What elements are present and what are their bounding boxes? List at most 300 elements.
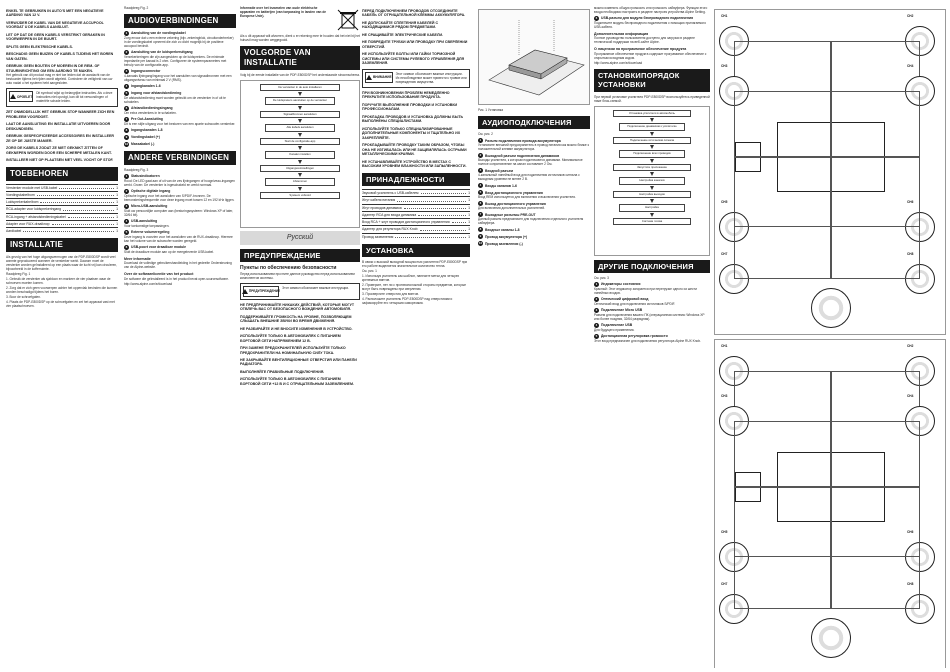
item-text: Этот вход предназначен для подключения регулятора Alpine RUX Knob. (594, 339, 701, 344)
flow-step: Запустите приложение (613, 164, 691, 171)
connection-item (478, 234, 590, 239)
opgelet-box (6, 88, 118, 107)
install-step-text: Расположите усилитель PDP-E800DSP над отверстиями и зафиксируйте его четырьмя саморезами. (362, 297, 453, 306)
install-step-text: Используя усилитель как шаблон, нанесите метки для четырех крепежных винтов. (362, 274, 460, 283)
accessory-row (6, 213, 118, 220)
item-number: 8 (125, 127, 128, 132)
item-text: Для включения дополнительных усилителей. (478, 206, 546, 211)
accessory-qty: 1 (116, 229, 118, 234)
item-number: 4 (595, 322, 598, 327)
leader-dots (68, 215, 114, 218)
flow-step: Afstemmen (265, 178, 334, 185)
install-step: 4. Расположите усилитель PDP-E800DSP над отверстиями и зафиксируйте его четырьмя саморезами. (362, 297, 453, 306)
warning-text-ru: Этот символ обозначает важные инструкции. (282, 285, 350, 290)
channel-label: CH7 (721, 582, 728, 586)
item-number: 1 (595, 281, 598, 286)
accessory-row (362, 189, 470, 196)
accessory-qty: 1 (116, 192, 118, 197)
leader-dots (37, 193, 114, 196)
item-heading: USB-разъем для модуля беспроводного подключения (601, 16, 694, 21)
item-text: 4-kanaals lijningang/ingang voor het aansluiten van signaalbronnen met een uitgangsniveau van minimaal 2 V (RMS). (124, 74, 232, 82)
item-heading: Оптический цифровой вход (601, 297, 649, 302)
warning-heading: BESCHADIG GEEN BUIZEN OF KABELS TIJDENS HET BOREN VAN GATEN. (6, 52, 114, 61)
column-ru-warnings (362, 6, 470, 668)
item-number: 5 (595, 333, 598, 338)
item-text: Подключите модуль беспроводного подключения с помощью прилагаемого USB-кабеля. (594, 21, 706, 29)
channel-label: CH6 (907, 530, 914, 534)
accessory-row (362, 233, 470, 240)
amplifier-mount-illustration (479, 10, 589, 102)
recycle-text: Als u dit apparaat wilt afvoeren, dient u er rekening mee te houden dat het niet bij het huisvuil mag worden weggegooid. (240, 34, 360, 42)
flow-step: Start de configuratie-app (260, 138, 341, 145)
flow-step: Настройка (619, 204, 686, 211)
item-heading: Подключение USB (601, 323, 633, 328)
warning-heading: GEBRUIK GEEN BOUTEN OF MOEREN IN DE REM- OF STUURINRICHTING OM EEN AARDING TE MAKEN. (6, 64, 100, 73)
item-text: Красный: Этот индикатор загорается при перегрузке одного из шести линейных входов. (594, 287, 697, 296)
more-info-text: Download de volledige gebruikershandleiding in het gedeelte Ondersteuning van de Alpine-website. (124, 261, 232, 270)
install-step: 1. Используя усилитель как шаблон, нанесите метки для четырех крепежных винтов. (362, 274, 460, 283)
accessory-name: Жгут кабеля питания (362, 198, 396, 203)
flow-arrow-icon (650, 159, 654, 163)
channel-label: CH1 (721, 14, 728, 18)
item-heading: Выходной разъем подключения динамиков (485, 153, 560, 158)
license-text: Программное обеспечение продукта содержит программное обеспечение с открытым исходным кодом. (594, 51, 707, 60)
warning-heading: SPLITS GEEN ELEKTRISCHE KABELS. (6, 44, 73, 49)
warning-heading: НЕ ЗАКРЫВАЙТЕ ВЕНТИЛЯЦИОННЫЕ ОТВЕРСТИЯ ИЛИ ПАНЕЛИ РАДИАТОРА. (240, 357, 357, 367)
warning-heading: ПРОКЛАДКА ПРОВОДОВ И УСТАНОВКА ДОЛЖНЫ БЫТЬ ВЫПОЛНЕНЫ СПЕЦИАЛИСТАМИ. (362, 114, 464, 124)
column-audio-ru (478, 6, 590, 668)
item-heading: Statusindicatoren (131, 174, 160, 179)
warning-heading: ZORG DE KABELS ZODAT ZE NIET GEKNIKT ZITTEN OF GEKNEPEN WORDEN DOOR EEN SCHERPE METALEN KANT. (6, 146, 112, 155)
download-url[interactable]: http://www.alpine.com/e/download (124, 281, 173, 286)
flow-step: Uitgangscoinstellingen (260, 165, 341, 172)
warning-heading: НЕ ПРЕДПРИНИМАЙТЕ НИКАКИХ ДЕЙСТВИЙ, КОТОРЫЕ МОГУТ ОТВЛЕЧЬ ВАС ОТ БЕЗОПАСНОГО ВОЖДЕНИЯ АВТОМОБИЛЯ. (240, 302, 355, 312)
item-number: 3 (479, 168, 482, 172)
item-text: Deze ingang is voorzien voor het aansluiten van de RUX-draaiknop. Hiermee kan het volume van de subwoofer worden geregeld. (124, 235, 233, 243)
item-heading: Выходные разъемы PRE-OUT (485, 212, 536, 217)
flow-step: Настройка выходов (613, 191, 691, 198)
caution-badge: OPGELET (9, 91, 33, 102)
item-number: 7 (479, 212, 482, 216)
accessory-name: Luidsprekerkabelbom (6, 200, 39, 205)
flow-step: De versterker in de auto installeren (260, 84, 341, 91)
warning-heading: ПЕРЕД ПОДКЛЮЧЕНИЕМ ПРОВОДОВ ОТСОЕДИНИТЕ КАБЕЛЬ ОТ ОТРИЦАТЕЛЬНОЙ КЛЕММЫ АККУМУЛЯТОРА. (362, 9, 466, 18)
install-step: 2. Проверьте, нет ли с противоположной стороны предметов, которые могут быть повреждены при сверлении. (362, 283, 467, 292)
install-step-text: Проверьте, нет ли с противоположной стороны предметов, которые могут быть повреждены при сверлении. (362, 283, 467, 292)
warning-heading: ИСПОЛЬЗУЙТЕ ТОЛЬКО В АВТОМОБИЛЯХ С ПИТАНИЕМ БОРТОВОЙ СЕТИ НАПРЯЖЕНИЕМ 12 В. (240, 334, 341, 343)
speaker-wire (831, 157, 920, 279)
item-number: 1 (479, 138, 482, 142)
section-title-install-ru: УСТАНОВКА (362, 244, 470, 257)
leader-dots (404, 206, 466, 209)
item-number: 6 (125, 244, 128, 249)
safety-text-ru: Перед использованием прочтите данное руководство перед использованием компонентов системы. (240, 271, 355, 280)
item-heading: Aansluiting van de luidsprekeruitgang (131, 50, 193, 55)
accessory-qty: 1 (116, 200, 118, 205)
item-number: 3 (595, 307, 598, 312)
flow-arrow-icon (650, 132, 654, 136)
attention-box-ru (362, 69, 470, 88)
flow-step: Система готова (613, 218, 691, 225)
download-url-ru[interactable]: http://www.alpine.com/e/download (594, 60, 643, 65)
item-text: Sluit de draadloze module aan op de meegeleverde USB-kabel. (124, 250, 215, 254)
connection-item (478, 241, 590, 246)
connection-item (478, 227, 590, 232)
speaker-wire (734, 421, 831, 487)
item-number: 3 (125, 203, 128, 208)
warning-triangle-icon (366, 75, 372, 80)
flow-step: Systeem voltooid (260, 192, 341, 199)
more-info-title: Meer informatie (124, 257, 151, 261)
warning-heading: НЕ СРАЩИВАЙТЕ ЭЛЕКТРИЧЕСКИЕ КАБЕЛИ. (362, 32, 444, 37)
speaker-wire (831, 421, 920, 487)
item-heading: Micro-USB-aansluiting (131, 204, 168, 209)
item-text: Sluit uw persoonlijke computer aan (besturingssysteem: Windows XP of later, 32/64 bit). (124, 209, 234, 217)
warning-box-ru (240, 283, 360, 300)
accessory-row (6, 227, 118, 234)
item-heading: Разъем подключения провода аккумулятора (485, 138, 561, 143)
item-text: Optische ingang voor het aansluiten van S/PDIF-bronnen. De bemonsteringsfrequentie voor deze ingang moet tussen 12 en 192 kHz liggen. (124, 194, 235, 202)
warning-triangle-icon (10, 94, 16, 99)
flow-arrow-icon (298, 106, 302, 110)
channel-label: CH4 (907, 394, 914, 398)
item-heading: Вход дистанционного управления (485, 190, 543, 195)
extra-info-title: Дополнительная информация (594, 32, 649, 36)
leader-dots (52, 222, 115, 225)
volgorde-subtitle: Volg bij de eerste installatie van de PDP-E800DSP het onderstaande stroomschema. (240, 73, 360, 77)
item-text: Оптический вход для подключения источников S/PDIF. (594, 302, 676, 307)
install-step: 4. Plaats de PDP-E800DSP op de schroefgaten en zet het apparaat vast met vier plaatschroeven. (6, 300, 115, 309)
item-number: 2 (479, 153, 482, 157)
item-number: 3 (125, 68, 128, 73)
section-title-accessories-ru: ПРИНАДЛЕЖНОСТИ (362, 173, 470, 186)
item-number: 9 (479, 234, 482, 238)
flow-arrow-icon (650, 118, 654, 122)
install-step-text: Boor de schroefgaten. (9, 295, 41, 300)
item-number: 6 (479, 201, 482, 205)
recycle-heading: Informatie over het inzamelen van oude elektrische apparaten en batterijen (van toepassing in landen van de Europese Unie). (240, 6, 327, 18)
accessory-qty: 1 (468, 191, 470, 195)
install-step-text: Просверлите отверстия для винтов. (365, 292, 419, 297)
item-heading: USB-poort voor draadloze module (131, 245, 187, 250)
item-text: De afstandsbediening moet worden gebruikt om de versterker in of uit te schakelen. (124, 96, 226, 104)
opgelet-text: Dit symbool wijst op belangrijke instructies. Als u deze instructies niet opvolgt, kan dit tot verwondingen of materiële schade leiden. (36, 91, 113, 104)
accessory-name: Адаптер RCA для входа динамика (362, 212, 417, 217)
item-heading: Ingangkanalen 1-6 (131, 84, 161, 89)
item-heading: Индикаторы состояния (601, 282, 641, 287)
channel-label: CH3 (721, 394, 728, 398)
accessory-name: Провод заземления (362, 234, 394, 239)
item-heading: USB-aansluiting (131, 219, 158, 224)
fig-label-2: Raadpleeg Fig. 3 (124, 168, 149, 172)
connection-item (478, 183, 590, 188)
item-number: 5 (125, 90, 128, 95)
item-heading: Aansluiting van de voedingskabel (131, 31, 186, 36)
item-number: 4 (479, 183, 482, 187)
leader-dots (420, 227, 467, 230)
item-text: Разъем для подключения вашего ПК (операционная система: Windows XP или более поздняя, 32/64 разрядная). (594, 313, 705, 322)
item-heading: Подключение Micro USB (601, 308, 643, 313)
item-heading: Ingangsconnector (131, 69, 161, 74)
item-text: Voor toekomstige toepassingen. (124, 224, 170, 228)
warning-heading: НЕ УСТАНАВЛИВАЙТЕ УСТРОЙСТВО В МЕСТАХ С ВЫСОКИМ УРОВНЕМ ВЛАЖНОСТИ ИЛИ ЗАПЫЛЕННОСТИ. (362, 159, 467, 169)
install-step: 1. Gebruik de versterker als sjabloon en markeer de vier plaatsen waar de schroeven moeten komen. (6, 277, 111, 286)
channel-label: CH4 (907, 64, 914, 68)
item-heading: Voedingskabel (+) (131, 135, 160, 140)
channel-label: CH8 (907, 252, 914, 256)
item-number: 1 (125, 173, 128, 178)
connection-item (124, 128, 236, 133)
accessory-row (362, 225, 470, 232)
item-heading: Externe volumeregeling (131, 230, 170, 235)
item-text: Для будущего применения. (594, 328, 635, 333)
channel-label: CH2 (907, 14, 914, 18)
wiring-diagrams (714, 6, 946, 668)
flow-arrow-icon (650, 199, 654, 203)
section-title-volgorde: VOLGORDE VAN INSTALLATIE (240, 46, 360, 70)
warning-heading: ПРИ ВОЗНИКНОВЕНИИ ПРОБЛЕМ НЕМЕДЛЕННО ПРЕКРАТИТЕ ИСПОЛЬЗОВАНИЕ ПРОДУКТА. (362, 90, 450, 100)
item-text: Rood: De LED gaat aan of uit van de zes lijningangen of hoogniveau-ingangen werkt. Groen: De versterker is ingeschakeld en werkt normaal. (124, 179, 235, 187)
accessory-qty: 1 (116, 207, 118, 212)
install-step: 3. Boor de schroefgaten. (6, 295, 41, 300)
flow-arrow-icon (298, 146, 302, 150)
leader-dots (59, 186, 114, 189)
speaker-wire (734, 91, 831, 157)
flow-arrow-icon (298, 160, 302, 164)
fig-label: Raadpleeg Fig. 1 (6, 272, 31, 277)
safety-subtitle-ru: Пункты по обеспечению безопасности (240, 265, 337, 272)
fig-label: Raadpleeg Fig. 2 (124, 6, 149, 10)
item-number: 5 (479, 190, 482, 194)
top-text: можно изменить общую громкость или громкость сабвуфера. Функции этого входа необходимо настроить в разделе настроек устройства Alpine Setting. (594, 6, 708, 14)
leader-dots (63, 207, 114, 210)
item-number: 10 (478, 241, 483, 245)
accessory-qty: 1 (116, 221, 118, 226)
accessory-qty: 1 (468, 198, 470, 203)
accessory-name: Voedingskabelbom (6, 192, 35, 197)
item-number: 6 (595, 15, 598, 20)
item-number: 4 (125, 83, 128, 88)
leader-dots (23, 229, 114, 232)
warning-triangle-icon (242, 289, 248, 294)
item-number: 7 (125, 116, 128, 121)
flow-arrow-icon (650, 145, 654, 149)
warning-heading: ПОРУЧИТЕ ВЫПОЛНЕНИЕ ПРОВОДКИ И УСТАНОВКИ ПРОФЕССИОНАЛАМ. (362, 102, 458, 112)
item-text: Zorg ervoor dat u een externe zekering (bijv. zekeringblok, circuitonderbreker) in de voedingskabel opneemt die zich zo dicht mogelijk bij de positieve accupool bevindt. (124, 36, 234, 48)
body-text: Het gebruik van dit product mag er niet toe leiden dat de aandacht van de bestuurder tijdens het rijden wordt afgeleid. Controleer de veiligheid van uw auto nadat u het systeem hebt aangesloten. (6, 73, 113, 86)
flow-arrow-icon (298, 173, 302, 177)
connection-item (124, 142, 236, 147)
section-title-andere-verbindingen: ANDERE VERBINDINGEN (124, 151, 236, 165)
channel-label: CH8 (907, 582, 914, 586)
item-heading: Optische digitale ingang (131, 189, 171, 194)
warning-heading: LET OP DAT DE GEEN KABELS VERSTRIKT GERAKEN IN VOORWERPEN IN DE BUURT. (6, 32, 105, 42)
warning-heading: НЕ ПОВРЕДИТЕ ТРУБКИ ИЛИ ПРОВОДКУ ПРИ СВЕРЛЕНИИ ОТВЕРСТИЙ. (362, 40, 468, 49)
warning-heading: INSTALLEER NIET OP PLAATSEN MET VEEL VOCHT OF STOF. (6, 158, 114, 163)
flow-step: Signaalbronnen aansluiten (260, 111, 341, 118)
flow-arrow-icon (650, 186, 654, 190)
channel-label: CH6 (907, 200, 914, 204)
accessory-row (6, 184, 118, 191)
flow-step: Подключение всех проводов (619, 150, 686, 157)
accessory-qty: 1 (468, 205, 470, 210)
warning-heading: ИСПОЛЬЗУЙТЕ ТОЛЬКО СПЕЦИАЛИЗИРОВАННЫЕ ДОПОЛНИТЕЛЬНЫЕ КОМПОНЕНТЫ И ТЩАТЕЛЬНО ИХ ЗАКРЕПЛЯЙТЕ. (362, 126, 461, 140)
warning-badge-ru: ПРЕДУПРЕЖДЕНИЕ (243, 286, 279, 297)
item-heading: Ingangskanalen 1-8 (131, 128, 163, 133)
item-number: 9 (125, 134, 128, 139)
install-step-text: Zorg dat er zich geen voorwerpen achter het oppervlak bevinden die kunnen worden beschadigd tijdens het boren. (6, 286, 118, 295)
item-number: 8 (479, 227, 482, 231)
warning-heading: НЕ ИСПОЛЬЗУЙТЕ БОЛТЫ ИЛИ ГАЙКИ ТОРМОЗНОЙ СИСТЕМЫ ИЛИ СИСТЕМЫ РУЛЕВОГО УПРАВЛЕНИЯ ДЛЯ ЗАЗЕМЛЕНИЯ. (362, 52, 465, 66)
channel-label: CH1 (721, 344, 728, 348)
warning-heading: ENKEL TE GEBRUIKEN IN AUTO'S MET EEN NEGATIEVE AARDING VAN 12 V. (6, 9, 104, 18)
channel-label: CH5 (721, 530, 728, 534)
item-text: Установите внешний предохранитель в провод питания как можно ближе к положительной клемме аккумулятора. (478, 143, 589, 152)
flow-arrow-icon (298, 92, 302, 96)
flow-step: Подключение источников сигнала (613, 137, 691, 144)
warning-heading: VERWIJDER DE KABEL VAN DE NEGATIEVE ACCUPOOL VOORDAT U DE KABELS AANSLUIT. (6, 20, 104, 30)
item-number: 2 (125, 49, 128, 54)
figure-caption: Рис. 1 Установка (478, 108, 503, 112)
accessory-row (362, 218, 470, 225)
warning-heading: ИСПОЛЬЗУЙТЕ ТОЛЬКО В АВТОМОБИЛЯХ С ПИТАНИЕМ БОРТОВОЙ СЕТИ +12 В И С ОТРИЦАТЕЛЬНЫМ ЗАЗЕМЛЕНИЕМ. (240, 377, 354, 386)
leader-dots (418, 213, 466, 216)
item-heading: Входной разъем (485, 168, 513, 173)
install-order-subtitle: При первой установке усилителя PDP-E800DSP воспользуйтесь приведенной ниже блок-схемой. (594, 94, 710, 103)
item-number: 10 (124, 141, 129, 146)
install-step: 3. Просверлите отверстия для винтов. (362, 292, 419, 297)
leader-dots (397, 198, 466, 201)
section-title-audio-ru: АУДИОПОДКЛЮЧЕНИЯ (478, 116, 590, 129)
item-number: 4 (125, 218, 128, 223)
extra-info-text: Полное руководство пользователя доступно для загрузки в разделе технической поддержки на веб-сайте Alpine. (594, 36, 695, 45)
flow-step: Alle kabels aansluiten (265, 124, 334, 131)
accessory-qty: 1 (116, 185, 118, 190)
item-heading: Входы каналов 1-6 (485, 183, 517, 188)
accessory-qty: 1 (468, 212, 470, 217)
warning-heading: ZET ONMIDDELLIJK HET GEBRUIK STOP WANNEER ZICH EEN PROBLEEM VOORDOET. (6, 110, 115, 119)
item-number: 2 (595, 296, 598, 301)
connection-item (124, 135, 236, 140)
item-heading: Afstandbedieningsingang (131, 106, 173, 111)
item-heading: Провод аккумулятора (+) (485, 234, 528, 239)
section-title-install-order-ru: СТАНОВКИПОРЯДОК УСТАНОВКИ (594, 69, 710, 92)
channel-label: CH3 (721, 64, 728, 68)
section-title-other-ru: ДРУГИЕ ПОДКЛЮЧЕНИЯ (594, 260, 710, 273)
accessory-row (6, 191, 118, 198)
fig-label-ru: См. рис. 1 (362, 269, 377, 274)
install-step: 2. Zorg dat er zich geen voorwerpen achter het oppervlak bevinden die kunnen worden beschadigd tijdens het boren. (6, 286, 118, 295)
install-text-ru: В связи с высокой выходной мощностью усилителя PDP-E800DSP при его работе выделяется значительное количество тепла. (362, 260, 468, 269)
attention-text: Этот символ обозначает важные инструкции. Их несоблюдение может привести к травме или повреждению имущества. (395, 71, 467, 84)
attention-badge: ВНИМАНИЕ (365, 72, 393, 83)
leader-dots (40, 200, 114, 203)
item-heading: Дистанционная регулировка громкости (601, 334, 668, 339)
item-text: Verzekerkeringen die zijn aangesloten op de luidsprekers. De minimale impedantie per kanaal is 2 ohm. Configureer de systeemparameters met behulp van de configuratie-app. (124, 55, 227, 67)
flow-arrow-icon (298, 187, 302, 191)
flow-step: Установка усилителя в автомобиль (613, 110, 691, 117)
section-title-toebehoren: TOEBEHOREN (6, 167, 118, 181)
channel-label: CH2 (907, 344, 914, 348)
accessory-name: Адаптер для регулятора RUX Knob (362, 227, 418, 232)
speaker-wire (831, 91, 920, 157)
install-step-text: Gebruik de versterker als sjabloon en markeer de vier plaatsen waar de schroeven moeten komen. (6, 277, 111, 286)
warning-heading: LAAT DE AANSLUITING EN INSTALLATIE UITVOEREN DOOR DESKUNDIGEN. (6, 122, 111, 131)
flow-step: Настройка каналов (619, 177, 686, 184)
flow-arrow-icon (298, 119, 302, 123)
software-license-title: Over de softwarelicentie van het product (124, 272, 194, 277)
accessory-qty: 1 (468, 227, 470, 232)
accessory-name: Versterker module met USB-kabel (6, 185, 58, 190)
channel-label: CH7 (721, 252, 728, 256)
item-heading: Pre Out-Aansluiting (131, 117, 163, 122)
accessory-row (6, 220, 118, 227)
item-number: 6 (125, 105, 128, 110)
column-dutch-safety (6, 6, 118, 668)
column-other-ru (594, 6, 710, 668)
warning-heading: ПОДДЕРЖИВАЙТЕ ГРОМКОСТЬ НА УРОВНЕ, ПОЗВОЛЯЮЩЕМ СЛЫШАТЬ ВНЕШНИЕ ЗВУКИ ВО ВРЕМЯ ДВИЖЕНИЯ. (240, 314, 352, 324)
accessory-name: Adapter voor RUX-draaiknop (6, 221, 50, 226)
accessory-row (6, 198, 118, 205)
language-banner-russian: Русский (240, 231, 360, 245)
warning-heading: НЕ РАЗБИРАЙТЕ И НЕ ВНОСИТЕ ИЗМЕНЕНИЯ В УСТРОЙСТВО. (240, 326, 353, 331)
accessory-row (362, 211, 470, 218)
item-heading: Входные каналы 1-8 (485, 227, 520, 232)
software-license-text: De software die geïnstalleerd is in het product bevat open-sourcesoftware. (124, 276, 229, 281)
leader-dots (452, 220, 467, 223)
leader-dots (395, 235, 466, 238)
flow-step: De luidsprekers aansluiten op de versterker (265, 97, 334, 104)
item-heading: Провод заземления (-) (485, 241, 523, 246)
accessory-qty: 1 (116, 214, 118, 219)
accessory-name: Вход RCA + жгут проводов дистанционного управления (362, 220, 450, 224)
leader-dots (421, 191, 467, 194)
item-number: 2 (125, 188, 128, 193)
speaker-wire (831, 487, 920, 609)
item-heading: Massakabel (-) (131, 142, 155, 147)
wiring-diagram-bottom (714, 339, 946, 668)
speaker-wire (734, 487, 831, 609)
warning-heading: ВЫПОЛНЯЙТЕ ПРАВИЛЬНЫЕ ПОДКЛЮЧЕНИЯ. (240, 369, 325, 374)
figure-installation (478, 9, 590, 105)
accessory-qty: 1 (468, 234, 470, 239)
crossed-bin-icon (336, 8, 360, 32)
column-install-order-nl (240, 6, 360, 668)
item-text: Om extra versterkers in te schakelen. (124, 111, 177, 115)
accessory-name: Звуковой усилитель с USB-кабелем (362, 191, 419, 195)
accessory-qty: 1 (468, 220, 470, 224)
install-text: Als gevolg van het hoge uitgangsvermogen van de PDP-E800DSP wordt veel warmte geproduceerd wanneer de versterker werkt. Daarom moet de versterker worden geïnstalleerd op een plaats waar de lucht vrij kan circuleren, bijvoorbeeld in de kofferruimte. (6, 255, 118, 272)
section-title-warning-ru: ПРЕДУПРЕЖДЕНИЕ (240, 249, 360, 262)
item-heading: Ingang voor afstandsbediening (131, 91, 182, 96)
flow-arrow-icon (298, 133, 302, 137)
item-text: Выходы усилителя, к которым подключаются динамики. Минимальное полное сопротивление на канал составляет 2 Ом. (478, 158, 583, 167)
install-flowchart-ru (594, 106, 710, 256)
item-text: 4-канальный линейный вход для подключения источников сигнала с выходным уровнем не менее 2 В. (478, 173, 580, 182)
item-number: 5 (125, 229, 128, 234)
accessory-row (6, 205, 118, 212)
column-audio-connections-nl (124, 6, 236, 668)
warning-heading: ПРОКЛАДЫВАЙТЕ ПРОВОДКУ ТАКИМ ОБРАЗОМ, ЧТОБЫ ОНА НЕ ИЗГИБАЛАСЬ ИЛИ НЕ ЗАЩЕМЛЯЛАСЬ ОСТРЫМИ МЕТАЛЛИЧЕСКИМИ КРАЯМИ. (362, 143, 467, 157)
accessory-name: Жгут проводов динамика (362, 205, 402, 210)
wiring-diagram-top (714, 9, 946, 335)
item-number: 1 (125, 30, 128, 35)
fig-label-ru-3: См. рис. 3 (594, 276, 609, 281)
channel-label: CH5 (721, 200, 728, 204)
connection-item (124, 84, 236, 89)
subwoofer-icon (811, 618, 851, 658)
warning-heading: НЕ ДОПУСКАЙТЕ СПЛЕТЕНИЯ КАБЕЛЕЙ С НАХОДЯЩИМИСЯ РЯДОМ ПРЕДМЕТАМИ. (362, 20, 439, 30)
